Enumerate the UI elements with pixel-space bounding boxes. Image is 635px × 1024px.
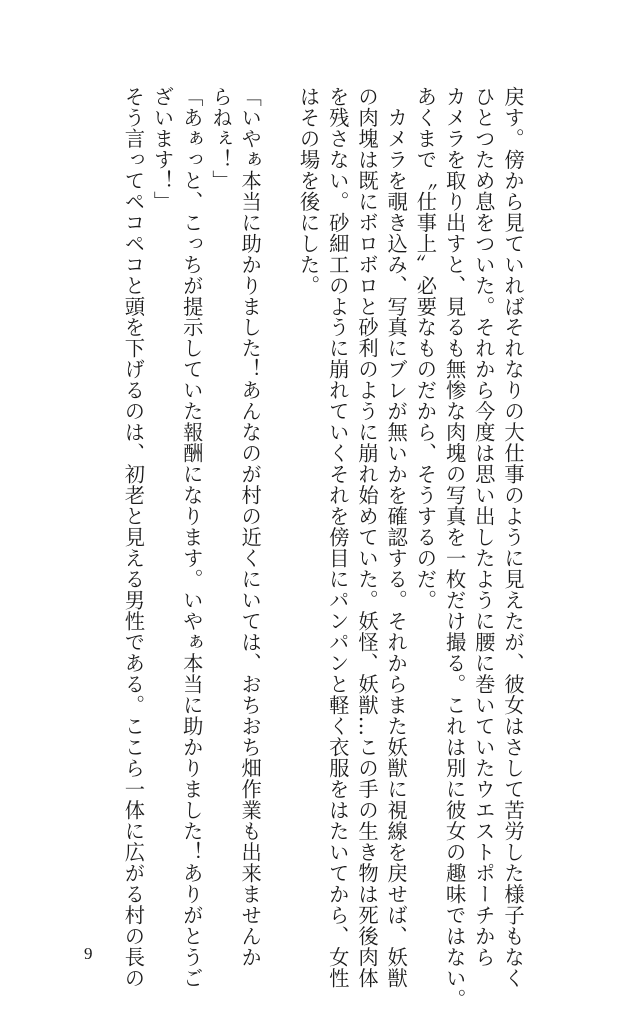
text-line: らねぇ！」	[208, 86, 233, 191]
paragraph-gap	[264, 86, 293, 934]
text-line: あくまで〝仕事上〟必要なものだから、そうするのだ。	[413, 86, 438, 611]
text-line: 戻す。傍から見ていればそれなりの大仕事のように見えたが、彼女はさして苦労した様子もなく	[501, 86, 525, 989]
vertical-text-body	[118, 86, 527, 1010]
text-line: を残さない。砂細工のように崩れていくそれを傍目にパンパンと軽く衣服をはたいてから、女性	[325, 86, 350, 989]
text-line: ざいます！」	[150, 86, 175, 212]
text-line: はその場を後にした。	[296, 86, 321, 296]
text-line: そう言ってペコペコと頭を下げるのは、初老と見える男性である。ここら一体に広がる村の長の	[121, 86, 146, 989]
text-line: 「いやぁ本当に助かりました！あんなのが村の近くにいては、おちおち畑作業も出来ませんか	[238, 86, 263, 968]
text-line: ひとつため息をついた。それから今度は思い出したように腰に巻いていたウエストポーチから	[471, 86, 496, 968]
page-number: 9	[84, 944, 93, 963]
text-line: カメラを取り出すと、見るも無惨な肉塊の写真を一枚だけ撮る。これは別に彼女の趣味ではない。	[442, 86, 467, 1010]
text-line: カメラを覗き込み、写真にブレが無いかを確認する。それからまた妖獣に視線を戻せば、妖獣	[384, 86, 409, 989]
text-line: 「あぁっと、こっちが提示していた報酬になります。いやぁ本当に助かりました！ありがとうご	[179, 86, 204, 989]
text-line: の肉塊は既にボロボロと砂利のように崩れ始めていた。妖怪、妖獣…この手の生き物は死後肉体	[354, 86, 379, 989]
